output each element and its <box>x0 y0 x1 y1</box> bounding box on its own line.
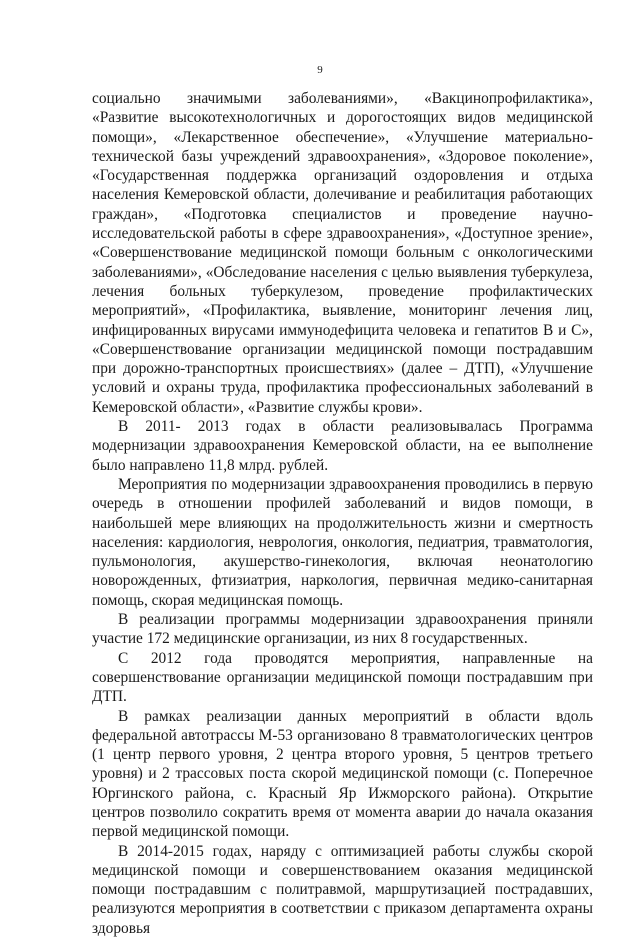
paragraph-road-accident-measures: С 2012 года проводятся мероприятия, направленные на совершенствование организации медицинской помощи пострадавшим при ДТП. <box>92 649 593 706</box>
paragraph-modernization-program: В 2011- 2013 годах в области реализовывалась Программа модернизации здравоохранения Кемеровской области, на ее выполнение было направлено 11,8 млрд. рублей. <box>92 418 593 474</box>
paragraph-trauma-centers: В рамках реализации данных мероприятий в области вдоль федеральной автотрассы М-53 организовано 8 травматологических центров (1 центр первого уровня, 2 центра второго уровня, 5 центров третьего уровня) и 2 трассовых поста скорой медицинской помощи (с. Поперечное Юргинского района, с. Красный Яр Ижморского района). Открытие центров позволило сократить время от момента аварии до начала оказания первой медицинской помощи. <box>92 707 593 841</box>
document-body <box>92 89 593 938</box>
paragraph-modernization-measures: Мероприятия по модернизации здравоохранения проводились в первую очередь в отношении профилей заболеваний и видов помощи, в наибольшей мере влияющих на продолжительность жизни и смертность населения: кардиология, неврология, онкология, педиатрия, травматология, пульмонология, акушерство-гинекология, включая неонатологию новорожденных, фтизиатрия, наркология, первичная медико-санитарная помощь, скорая медицинская помощь. <box>92 475 593 609</box>
paragraph-programs-list: социально значимыми заболеваниями», «Вакцинопрофилактика», «Развитие высокотехнологичных и дорогостоящих видов медицинской помощи», «Лекарственное обеспечение», «Улучшение материально-технической базы учреждений здравоохранения», «Здоровое поколение», «Государственная поддержка организаций оздоровления и отдыха населения Кемеровской области, долечивание и реабилитация работающих граждан», «Подготовка специалистов и проведение научно-исследовательской работы в сфере здравоохранения», «Доступное зрение», «Совершенствование медицинской помощи больным с онкологическими заболеваниями», «Обследование населения с целью выявления туберкулеза, лечения больных туберкулезом, проведение профилактических мероприятий», «Профилактика, выявление, мониторинг лечения лиц, инфицированных вирусами иммунодефицита человека и гепатитов В и С», «Совершенствование организации медицинской помощи пострадавшим при дорожно-транспортных происшествиях» (далее – ДТП), «Улучшение условий и охраны труда, профилактика профессиональных заболеваний в Кемеровской области», «Развитие службы крови». <box>92 90 593 416</box>
paragraph-2014-2015-measures: В 2014-2015 годах, наряду с оптимизацией работы службы скорой медицинской помощи и совершенствованием оказания медицинской помощи пострадавшим с политравмой, маршрутизацией пострадавших, реализуются мероприятия в соответствии с приказом департамента охраны здоровья <box>92 842 593 937</box>
paragraph-participating-organizations: В реализации программы модернизации здравоохранения приняли участие 172 медицинские организации, из них 8 государственных. <box>92 611 593 648</box>
page-number: 9 <box>317 64 323 76</box>
